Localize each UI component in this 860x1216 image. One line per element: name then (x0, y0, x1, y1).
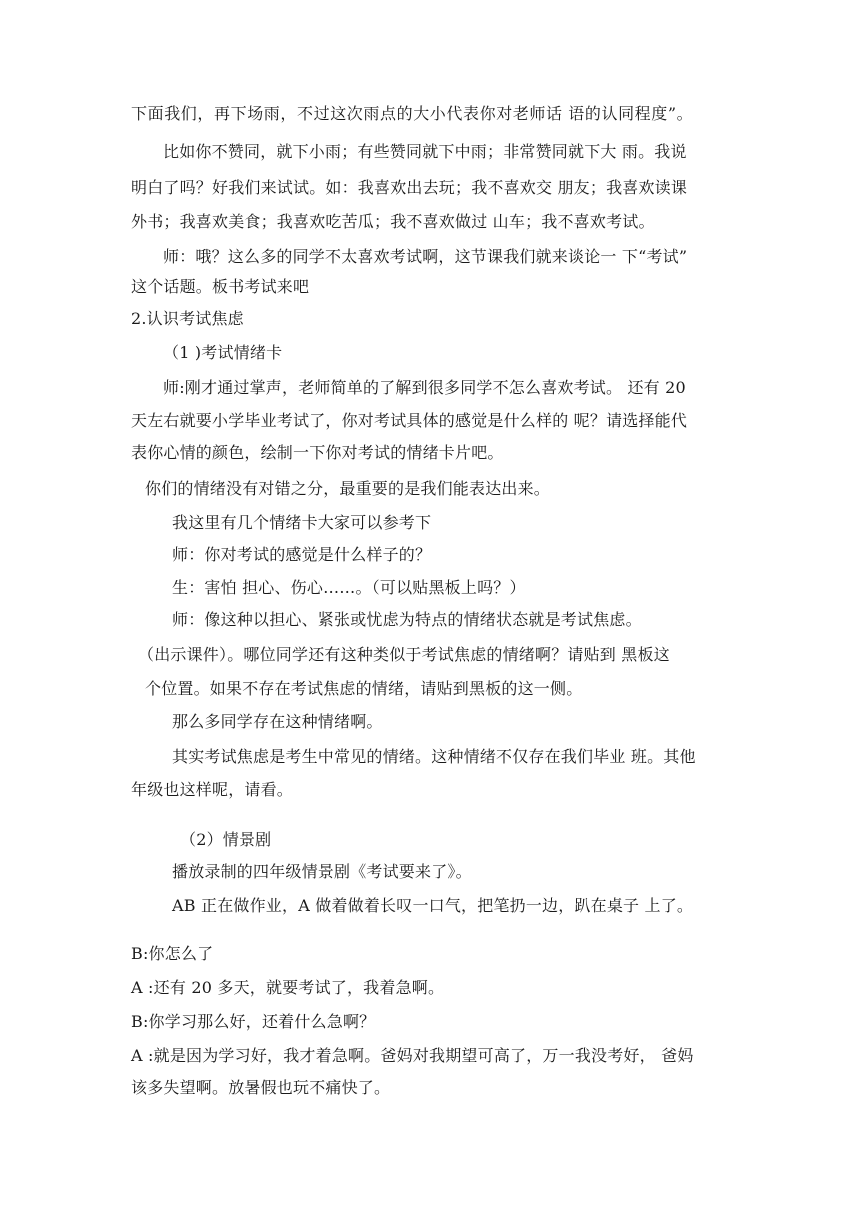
text-line: 生：害怕 担心、伤心……。（可以贴黑板上吗？） (172, 578, 526, 597)
text-line: 表你心情的颜色，绘制一下你对考试的情绪卡片吧。 (131, 443, 504, 462)
text-line: 其实考试焦虑是考生中常见的情绪。这种情绪不仅存在我们毕业 班。其他 (172, 747, 696, 766)
dialogue-line: A :就是因为学习好，我才着急啊。爸妈对我期望可高了，万一我没考好， 爸妈 (131, 1046, 694, 1065)
dialogue-line: A :还有 20 多天，就要考试了，我着急啊。 (131, 978, 445, 997)
dialogue-line: 该多失望啊。放暑假也玩不痛快了。 (131, 1078, 391, 1097)
text-line: 比如你不赞同，就下小雨；有些赞同就下中雨；非常赞同就下大 雨。我说 (163, 142, 687, 161)
text-line: 天左右就要小学毕业考试了，你对考试具体的感觉是什么样的 呢？请选择能代 (131, 411, 688, 430)
text-line: 师：哦？这么多的同学不太喜欢考试啊，这节课我们就来谈论一 下“考试” (163, 247, 688, 266)
dialogue-line: B:你怎么了 (131, 944, 214, 963)
text-line: 这个话题。板书考试来吧 (131, 277, 310, 296)
text-line: 师:刚才通过掌声，老师简单的了解到很多同学不怎么喜欢考试。 还有 20 (163, 378, 686, 397)
subsection-heading: （1 )考试情绪卡 (163, 343, 283, 362)
dialogue-line: B:你学习那么好，还着什么急啊？ (131, 1012, 376, 1031)
text-line: 年级也这样呢，请看。 (131, 780, 294, 799)
text-line: 下面我们，再下场雨，不过这次雨点的大小代表你对老师话 语的认同程度”。 (131, 104, 694, 123)
text-line: 外书；我喜欢美食；我喜欢吃苦瓜；我不喜欢做过 山车；我不喜欢考试。 (131, 212, 655, 231)
text-line: 我这里有几个情绪卡大家可以参考下 (172, 513, 432, 532)
text-line: 师：你对考试的感觉是什么样子的？ (172, 545, 432, 564)
text-line: 明白了吗？好我们来试试。如：我喜欢出去玩；我不喜欢交 朋友；我喜欢读课 (131, 178, 688, 197)
section-heading: 2.认识考试焦虑 (131, 309, 244, 328)
text-line: （出示课件）。哪位同学还有这种类似于考试焦虑的情绪啊？请贴到 黑板这 (138, 645, 670, 664)
text-line: 你们的情绪没有对错之分，最重要的是我们能表达出来。 (145, 479, 551, 498)
text-line: 师：像这种以担心、紧张或忧虑为特点的情绪状态就是考试焦虑。 (172, 610, 642, 629)
text-line: 播放录制的四年级情景剧《考试要来了》。 (172, 862, 472, 881)
text-line: AB 正在做作业，A 做着做着长叹一口气，把笔扔一边，趴在桌子 上了。 (172, 896, 694, 915)
subsection-heading: （2）情景剧 (180, 830, 272, 849)
text-line: 那么多同学存在这种情绪啊。 (172, 712, 383, 731)
text-line: 个位置。如果不存在考试焦虑的情绪，请贴到黑板的这一侧。 (145, 679, 583, 698)
